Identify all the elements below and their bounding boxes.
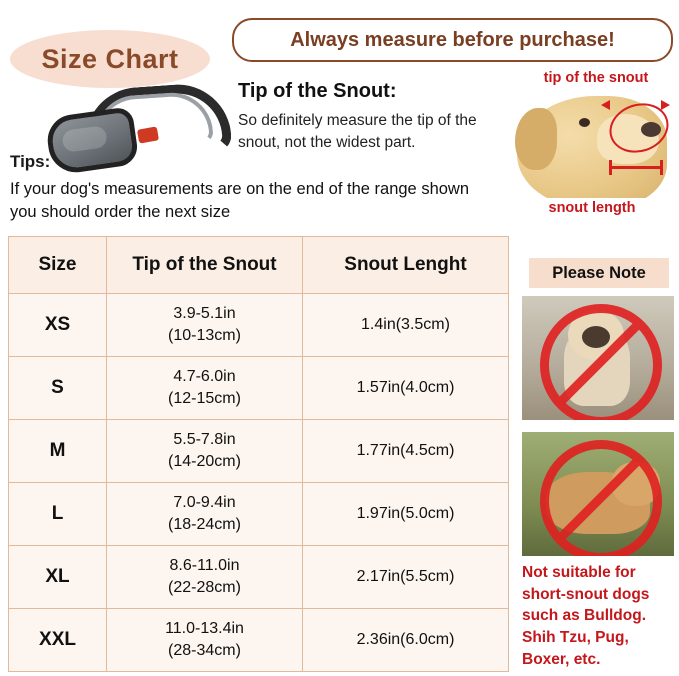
- cell-tip: 11.0-13.4in (28-34cm): [107, 609, 303, 672]
- cell-tip: 7.0-9.4in (18-24cm): [107, 483, 303, 546]
- table-row: [9, 483, 509, 546]
- cell-length: 2.17in(5.5cm): [303, 546, 509, 609]
- column-header-size: Size: [9, 237, 107, 294]
- snout-length-measure-icon: [609, 166, 663, 169]
- dog-diagram-bottom-label: snout length: [548, 200, 636, 216]
- prohibited-icon: [540, 440, 662, 556]
- arrow-right-icon: [661, 100, 670, 110]
- table-header-row: [9, 237, 509, 294]
- measure-banner: [232, 18, 673, 62]
- cell-size: S: [9, 357, 107, 420]
- table-row: [9, 609, 509, 672]
- cell-length: 1.4in(3.5cm): [303, 294, 509, 357]
- cell-length: 1.57in(4.0cm): [303, 357, 509, 420]
- dog-eye-shape: [579, 118, 590, 127]
- cell-tip: 5.5-7.8in (14-20cm): [107, 420, 303, 483]
- size-chart-title: Size Chart: [41, 43, 179, 74]
- not-suitable-pug-image: [522, 296, 674, 420]
- please-note-label: Please Note: [552, 263, 646, 282]
- cell-size: M: [9, 420, 107, 483]
- table-row: [9, 546, 509, 609]
- not-suitable-warning-text: Not suitable for short-snout dogs such as Bulldog. Shih Tzu, Pug, Boxer, etc.: [522, 564, 650, 668]
- cell-tip: 8.6-11.0in (22-28cm): [107, 546, 303, 609]
- cell-tip: 3.9-5.1in (10-13cm): [107, 294, 303, 357]
- cell-size: XXL: [9, 609, 107, 672]
- table-row: [9, 357, 509, 420]
- cell-length: 1.77in(4.5cm): [303, 420, 509, 483]
- table-body: [9, 294, 509, 672]
- prohibited-icon: [540, 304, 662, 420]
- cell-length: 1.97in(5.0cm): [303, 483, 509, 546]
- tips-text: If your dog's measurements are on the end of the range shown you should order the next size: [10, 180, 470, 222]
- tips-label: Tips:: [10, 152, 51, 171]
- muzzle-cup: [44, 106, 139, 176]
- snout-title: Tip of the Snout:: [238, 80, 397, 102]
- table-row: [9, 420, 509, 483]
- size-chart-badge: [10, 30, 210, 88]
- cell-size: L: [9, 483, 107, 546]
- size-table-wrapper: [8, 236, 508, 672]
- column-header-length: Snout Lenght: [303, 237, 509, 294]
- measure-banner-text: Always measure before purchase!: [290, 28, 615, 51]
- dog-diagram-image: [505, 88, 675, 198]
- cell-length: 2.36in(6.0cm): [303, 609, 509, 672]
- size-table: [8, 236, 509, 672]
- not-suitable-sharpei-image: [522, 432, 674, 556]
- header-section: [0, 0, 679, 228]
- please-note-header: [529, 258, 669, 288]
- column-header-tip: Tip of the Snout: [107, 237, 303, 294]
- dog-diagram-top-label: tip of the snout: [543, 70, 649, 86]
- table-row: [9, 294, 509, 357]
- cell-size: XS: [9, 294, 107, 357]
- snout-description: So definitely measure the tip of the snout, not the widest part.: [238, 112, 477, 151]
- dog-ear-shape: [515, 108, 557, 170]
- arrow-left-icon: [601, 100, 610, 110]
- cell-size: XL: [9, 546, 107, 609]
- muzzle-product-image: [42, 84, 222, 164]
- cell-tip: 4.7-6.0in (12-15cm): [107, 357, 303, 420]
